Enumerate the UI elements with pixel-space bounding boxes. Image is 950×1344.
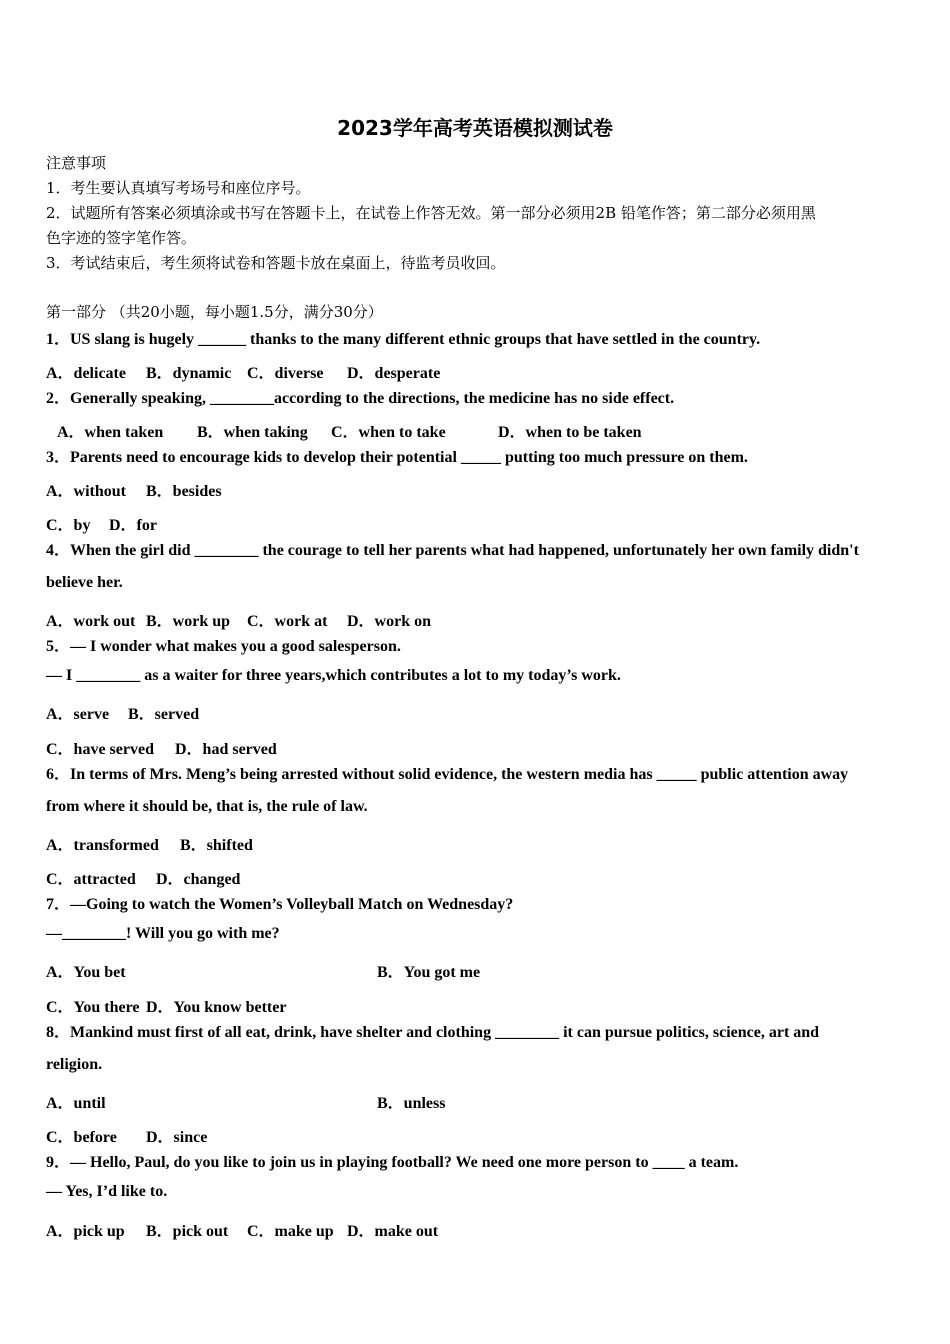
question-1-option-a: A．delicate (46, 365, 126, 382)
question-9-option-b: B．pick out (146, 1223, 229, 1240)
question-2-option-b: B．when taking (197, 424, 308, 441)
question-8-option-a: A．until (46, 1095, 106, 1112)
question-7-stem-line-2: —________! Will you go with me? (46, 925, 280, 942)
question-9-stem-line-2: — Yes, I’d like to. (46, 1183, 168, 1200)
question-9-option-d: D．make out (347, 1223, 439, 1240)
question-6-option-a: A．transformed (46, 837, 159, 854)
question-7-option-c: C．You there (46, 999, 140, 1016)
question-5-option-b: B．served (128, 706, 200, 723)
question-6-stem-line-1: 6．In terms of Mrs. Meng’s being arrested without solid evidence, the western media has _____ public attention away (46, 766, 849, 783)
question-5-stem-line-2: — I ________ as a waiter for three years,which contributes a lot to my today’s work. (46, 667, 621, 684)
question-4-stem-line-1: 4．When the girl did ________ the courage to tell her parents what had happened, unfortunately her own family didn't (46, 542, 859, 559)
question-2-stem: 2．Generally speaking, ________according to the directions, the medicine has no side effect. (46, 390, 675, 407)
question-5-option-a: A．serve (46, 706, 110, 723)
question-3-option-b: B．besides (146, 483, 222, 500)
question-4-option-b: B．work up (146, 613, 231, 630)
question-5-stem-line-1: 5．— I wonder what makes you a good salesperson. (46, 638, 401, 655)
question-6-option-b: B．shifted (180, 837, 253, 854)
question-4-option-d: D．work on (347, 613, 432, 630)
question-3-option-c: C．by (46, 517, 91, 534)
question-8-option-d: D．since (146, 1129, 208, 1146)
question-8-stem-line-2: religion. (46, 1056, 103, 1073)
question-9-stem-line-1: 9．— Hello, Paul, do you like to join us in playing football? We need one more person to ____ a team. (46, 1154, 739, 1171)
notice-item-2-line-2: 色字迹的签字笔作答。 (46, 229, 197, 247)
question-5-option-c: C．have served (46, 741, 154, 758)
question-9-option-a: A．pick up (46, 1223, 125, 1240)
section-heading: 第一部分 （共20小题，每小题1.5分，满分30分） (46, 303, 383, 321)
question-2-option-d: D．when to be taken (498, 424, 642, 441)
question-4-option-c: C．work at (247, 613, 328, 630)
notice-item-2-line-1: 2．试题所有答案必须填涂或书写在答题卡上，在试卷上作答无效。第一部分必须用2B 铅笔作答；第二部分必须用黑 (46, 204, 816, 222)
notice-heading: 注意事项 (46, 154, 107, 172)
question-4-option-a: A．work out (46, 613, 136, 630)
question-8-stem-line-1: 8．Mankind must first of all eat, drink, have shelter and clothing ________ it can pursue politics, science, art and (46, 1024, 820, 1041)
question-3-stem: 3．Parents need to encourage kids to develop their potential _____ putting too much pressure on them. (46, 449, 748, 466)
question-5-option-d: D．had served (175, 741, 277, 758)
question-6-option-d: D．changed (156, 871, 241, 888)
question-7-option-a: A．You bet (46, 964, 126, 981)
question-7-stem-line-1: 7．—Going to watch the Women’s Volleyball Match on Wednesday? (46, 896, 514, 913)
question-2-option-c: C．when to take (331, 424, 446, 441)
question-7-option-b: B．You got me (377, 964, 481, 981)
question-1-option-b: B．dynamic (146, 365, 232, 382)
question-2-option-a: A．when taken (57, 424, 164, 441)
question-6-option-c: C．attracted (46, 871, 136, 888)
question-1-stem: 1．US slang is hugely ______ thanks to the many different ethnic groups that have settled in the country. (46, 331, 761, 348)
question-1-option-c: C．diverse (247, 365, 324, 382)
question-9-option-c: C．make up (247, 1223, 334, 1240)
question-8-option-b: B．unless (377, 1095, 446, 1112)
question-3-option-d: D．for (109, 517, 157, 534)
question-6-stem-line-2: from where it should be, that is, the rule of law. (46, 798, 368, 815)
page-title: 2023学年高考英语模拟测试卷 (337, 116, 613, 140)
notice-item-1: 1．考生要认真填写考场号和座位序号。 (46, 179, 311, 197)
question-3-option-a: A．without (46, 483, 127, 500)
question-7-option-d: D．You know better (146, 999, 287, 1016)
question-8-option-c: C．before (46, 1129, 117, 1146)
notice-item-3: 3．考试结束后，考生须将试卷和答题卡放在桌面上，待监考员收回。 (46, 254, 506, 272)
question-4-stem-line-2: believe her. (46, 574, 123, 591)
question-1-option-d: D．desperate (347, 365, 441, 382)
